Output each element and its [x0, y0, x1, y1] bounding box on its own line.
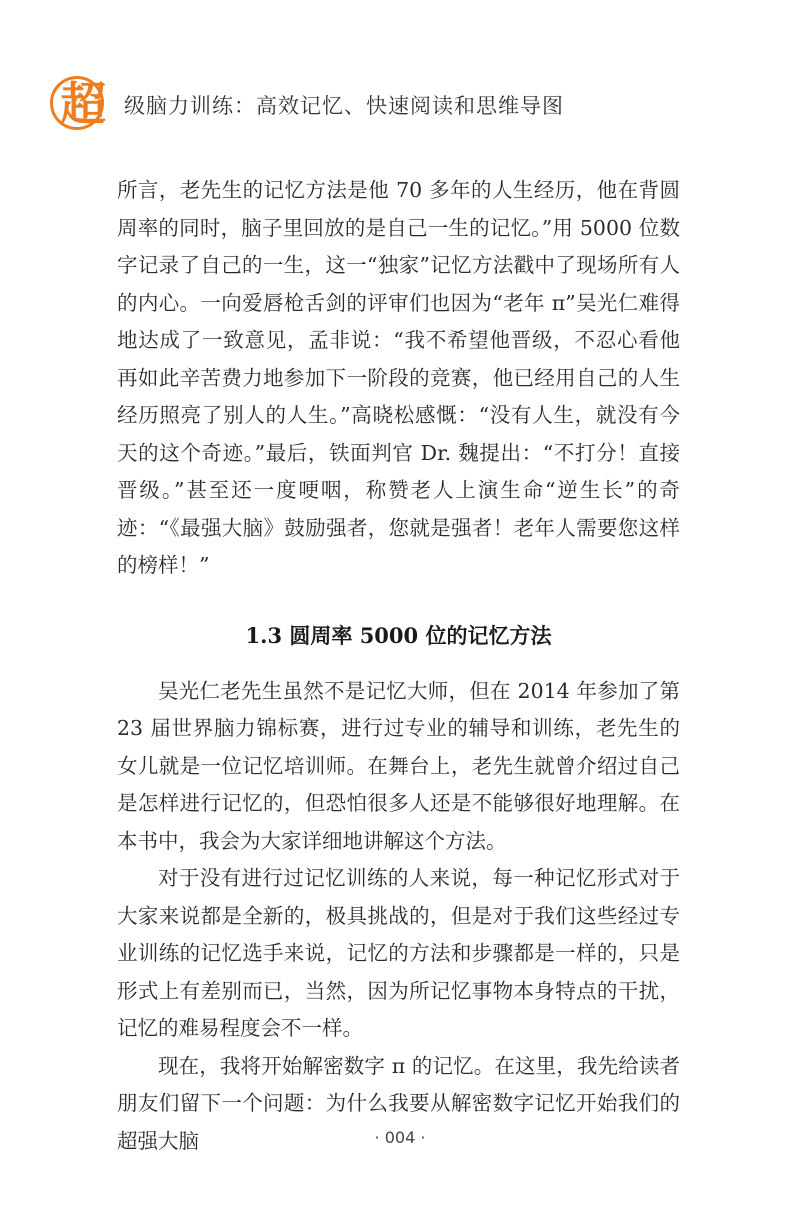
- logo-char: 超: [60, 77, 106, 131]
- paragraph-group-top: [117, 172, 680, 585]
- paragraph: 现在，我将开始解密数字 π 的记忆。在这里，我先给读者朋友们留下一个问题：为什么我要从解密数字记忆开始我们的超强大脑: [117, 1053, 680, 1153]
- running-header: [46, 70, 766, 140]
- section-title: 1.3 圆周率 5000 位的记忆方法: [245, 622, 552, 648]
- paragraph: 对于没有进行过记忆训练的人来说，每一种记忆形式对于大家来说都是全新的，极具挑战的，但是对于我们这些经过专业训练的记忆选手来说，记忆的方法和步骤都是一样的，只是形式上有差别而已，当然，因为所记忆事物本身特点的干扰，记忆的难易程度会不一样。: [117, 866, 680, 1040]
- header-title: 级脑力训练：高效记忆、快速阅读和思维导图: [124, 94, 564, 118]
- paragraph: 所言，老先生的记忆方法是他 70 多年的人生经历，他在背圆周率的同时，脑子里回放的是自己一生的记忆。”用 5000 位数字记录了自己的一生，这一“独家”记忆方法戳中了现场所有人的内心。一向爱唇枪舌剑的评审们也因为“老年 π”吴光仁难得地达成了一致意见，孟非说：“我不希望他晋级，不忍心看他再如此辛苦费力地参加下一阶段的竞赛，他已经用自己的人生经历照亮了别人的人生。”高晓松感慨：“没有人生，就没有今天的这个奇迹。”最后，铁面判官 Dr. 魏提出：“不打分！直接晋级。”甚至还一度哽咽，称赞老人上演生命“逆生长”的奇迹：“《最强大脑》鼓励强者，您就是强者！老年人需要您这样的榜样！”: [117, 178, 680, 577]
- paragraph-group-bottom: [117, 673, 680, 1161]
- paragraph: 吴光仁老先生虽然不是记忆大师，但在 2014 年参加了第 23 届世界脑力锦标赛，进行过专业的辅导和训练，老先生的女儿就是一位记忆培训师。在舞台上，老先生就曾介绍过自己是怎样进行记忆的，但恐怕很多人还是不能够很好地理解。在本书中，我会为大家详细地讲解这个方法。: [117, 678, 680, 853]
- page-body: [117, 172, 680, 1160]
- page-number: · 004 ·: [374, 1128, 426, 1147]
